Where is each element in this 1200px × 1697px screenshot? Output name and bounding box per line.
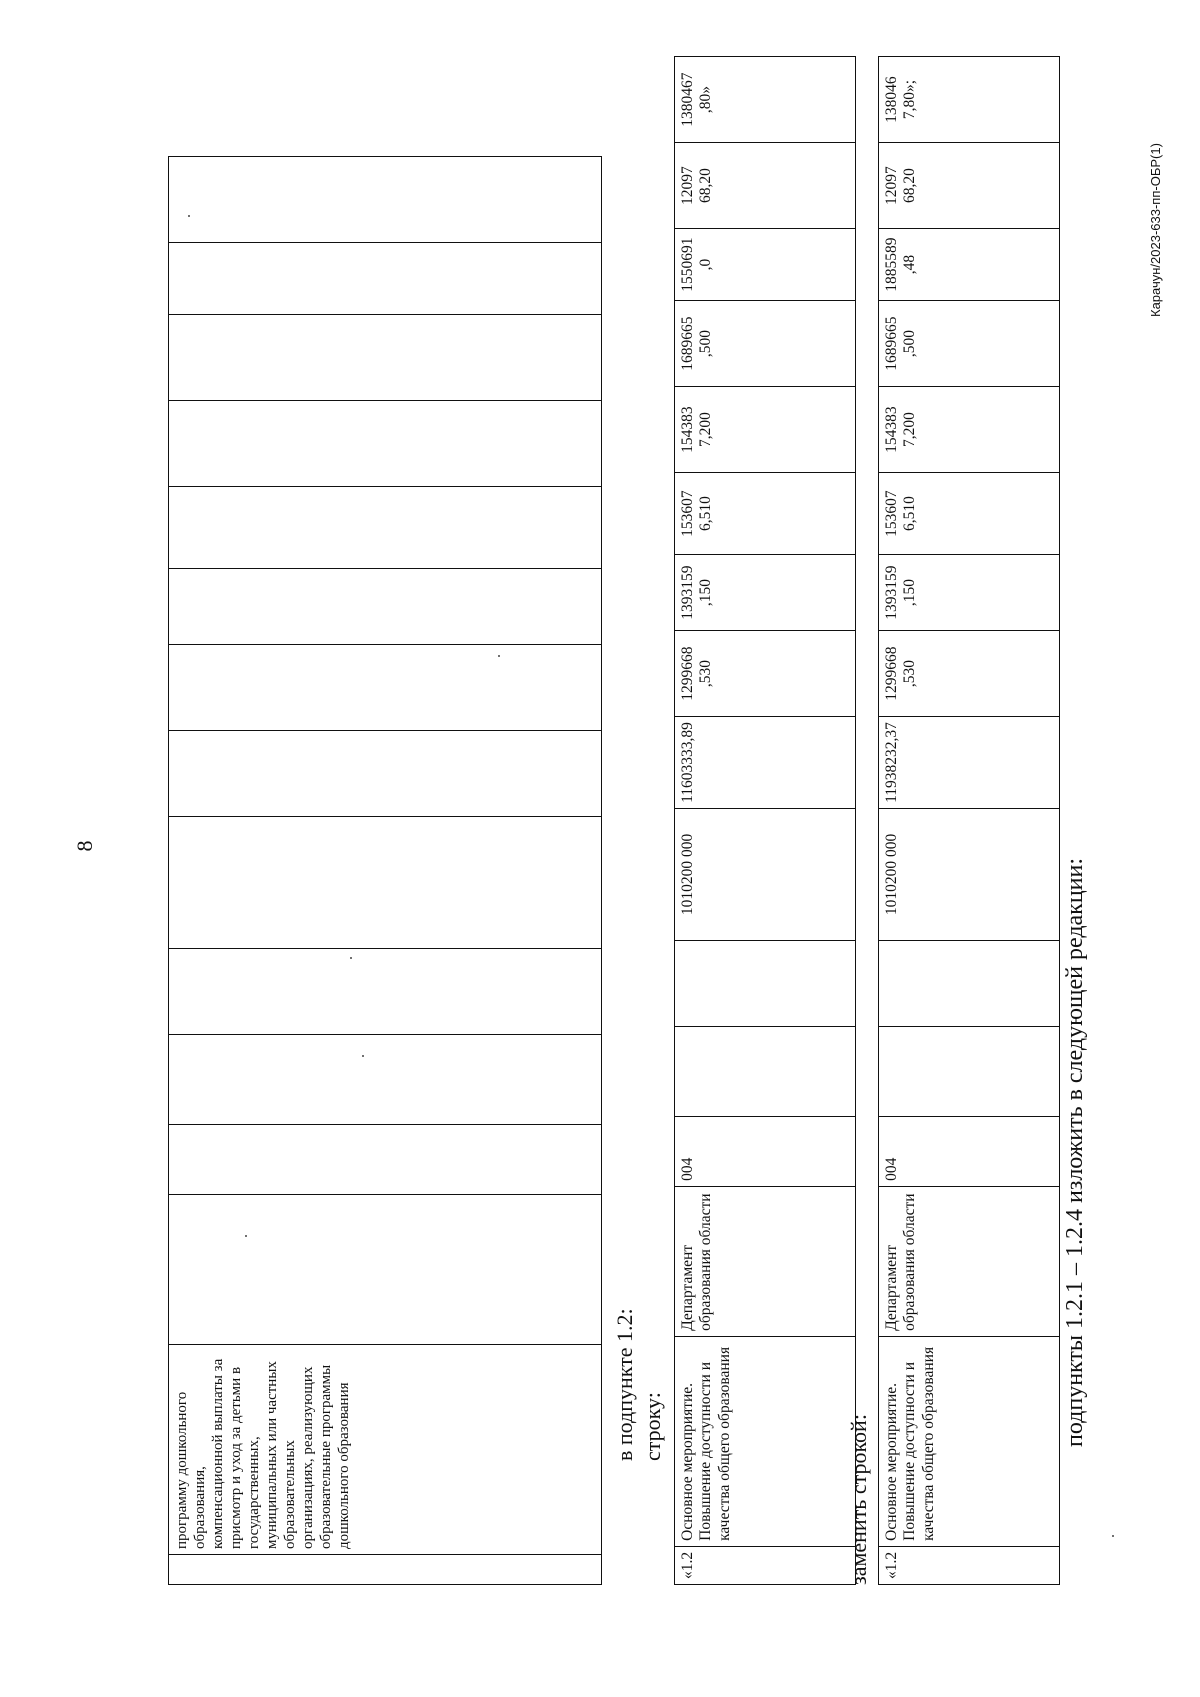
table-cell (879, 940, 1060, 1026)
caption-replace: заменить строкой: (846, 1414, 871, 1585)
scan-speck (1112, 1535, 1114, 1537)
scan-speck (350, 957, 352, 959)
table-cell: 138046 7,80»; (879, 57, 1060, 143)
new-row-table (878, 56, 1060, 1585)
table-cell: «1.2 (675, 1546, 856, 1584)
caption-row: строку: (640, 1392, 665, 1461)
table-cell: 153607 6,510 (675, 473, 856, 555)
table-cell (169, 1125, 602, 1195)
table-cell (169, 243, 602, 315)
old-row-table (674, 56, 856, 1585)
table-cell: 11603333,89 (675, 717, 856, 809)
table-cell: 1393159 ,150 (879, 555, 1060, 631)
table-cell: 1299668 ,530 (675, 631, 856, 717)
table-row (675, 57, 856, 1585)
continuation-table (168, 156, 602, 1585)
document-code: Карачун/2023-633-пп-ОБР(1) (1148, 143, 1163, 317)
table-cell: 1689665 ,500 (675, 301, 856, 387)
table-cell: 153607 6,510 (879, 473, 1060, 555)
table-cell: Основное мероприятие. Повышение доступности и качества общего образования (879, 1336, 1060, 1546)
table-cell (169, 1035, 602, 1125)
table-cell: Основное мероприятие. Повышение доступности и качества общего образования (675, 1336, 856, 1546)
table-cell: 1380467 ,80» (675, 57, 856, 143)
table-cell: 1689665 ,500 (879, 301, 1060, 387)
table-cell (169, 487, 602, 569)
page-number: 8 (72, 840, 97, 852)
table-cell: 1550691 ,0 (675, 229, 856, 301)
table-row (169, 157, 602, 1585)
table-cell: 1393159 ,150 (675, 555, 856, 631)
table-cell: 12097 68,20 (675, 143, 856, 229)
table-cell: 1885589 ,48 (879, 229, 1060, 301)
table-cell (169, 315, 602, 401)
table-cell (879, 1026, 1060, 1116)
scan-speck (498, 655, 500, 657)
table-cell: 154383 7,200 (879, 387, 1060, 473)
table-cell (169, 569, 602, 645)
table-cell: 154383 7,200 (675, 387, 856, 473)
caption-subpoint: в подпункте 1.2: (612, 1308, 637, 1461)
table-cell (675, 940, 856, 1026)
table-cell: «1.2 (879, 1546, 1060, 1584)
table-cell (169, 731, 602, 817)
table-cell (169, 817, 602, 949)
table-cell: Департамент образования области (675, 1186, 856, 1336)
table-cell: 004 (879, 1116, 1060, 1186)
table-cell: Департамент образования области (879, 1186, 1060, 1336)
table-cell (169, 949, 602, 1035)
table-cell: 1010200 000 (675, 808, 856, 940)
table-cell: 1299668 ,530 (879, 631, 1060, 717)
table-cell: 004 (675, 1116, 856, 1186)
scan-speck (188, 215, 190, 217)
table-cell (169, 157, 602, 243)
table-cell (675, 1026, 856, 1116)
table-cell: 1010200 000 (879, 808, 1060, 940)
table-row (879, 57, 1060, 1585)
table-cell (169, 645, 602, 731)
table-cell: 11938232,37 (879, 717, 1060, 809)
table-cell (169, 1195, 602, 1345)
table-cell: 12097 68,20 (879, 143, 1060, 229)
table-cell: программу дошкольного образования, компенсационной выплаты за присмотр и уход за детьми в государственных, муниципальных или частных образовательных организациях, реализующих образовательные программы дошкольного образования (169, 1345, 602, 1555)
table-cell (169, 1555, 602, 1585)
table-cell (169, 401, 602, 487)
scan-speck (245, 1235, 247, 1237)
caption-subpoints: подпункты 1.2.1 – 1.2.4 изложить в следующей редакции: (1062, 857, 1088, 1447)
scan-speck (362, 1055, 364, 1057)
